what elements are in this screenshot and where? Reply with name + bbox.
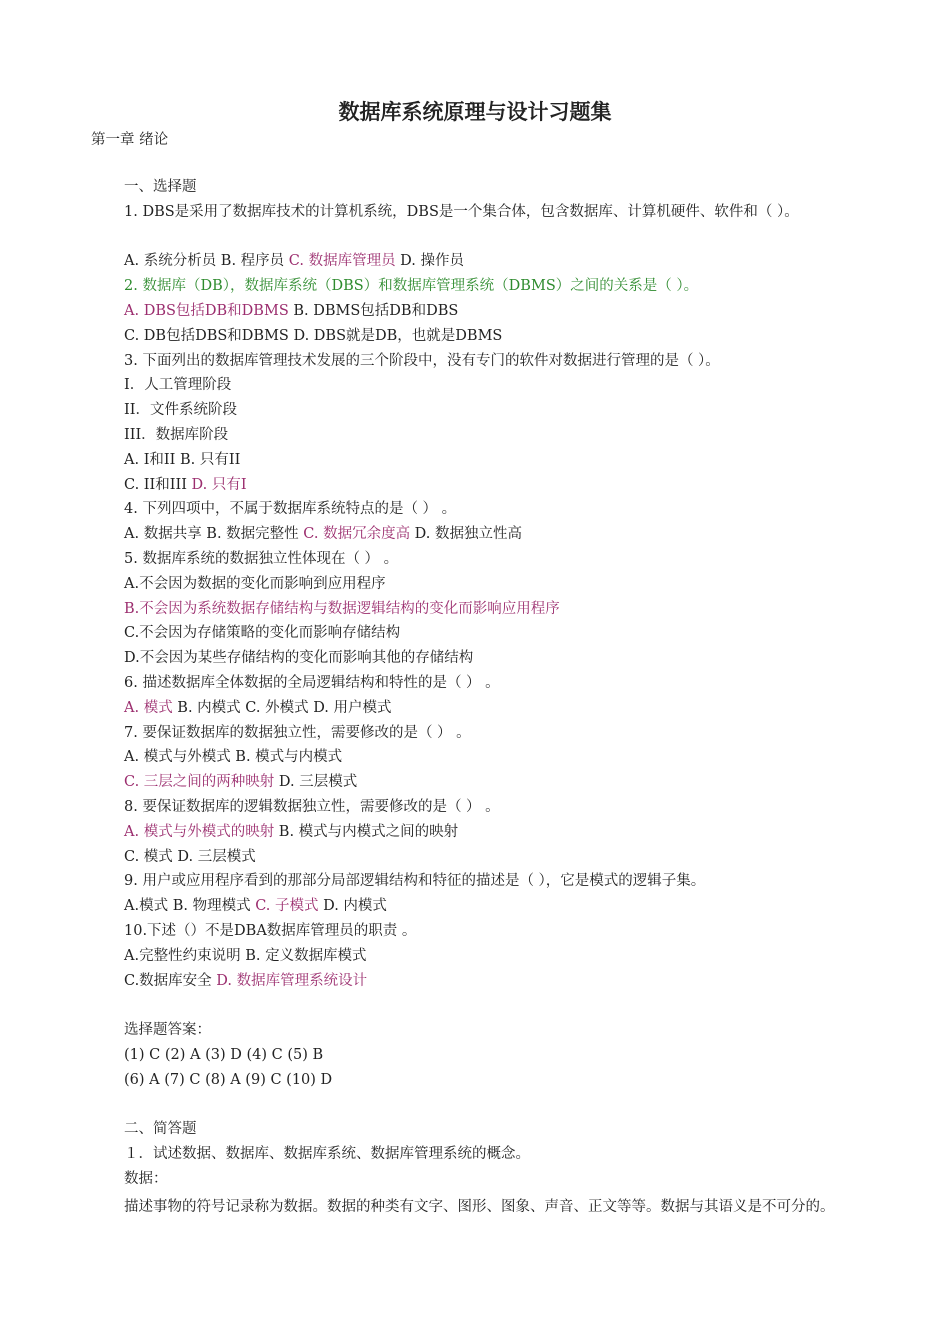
question-3-options-2 (0, 473, 950, 498)
question-2-options-2: C. DB包括DBS和DBMS D. DBS就是DB，也就是DBMS (124, 327, 503, 344)
question-8: 8. 要保证数据库的逻辑数据独立性，需要修改的是（ ） 。 (124, 798, 500, 815)
question-7-options-2 (0, 770, 950, 795)
answers-row-1: (1) C (2) A (3) D (4) C (5) B (124, 1046, 324, 1063)
question-6-options (0, 696, 950, 721)
question-3: 3. 下面列出的数据库管理技术发展的三个阶段中，没有专门的软件对数据进行管理的是（ ）。 (124, 352, 720, 369)
option-text: C. II和III (124, 476, 192, 493)
option-text: A.模式 B. 物理模式 (124, 898, 256, 915)
option-text: D. 数据独立性高 (410, 526, 523, 543)
question-10: 10.下述（）不是DBA数据库管理员的职责 。 (124, 922, 417, 939)
answers-label: 选择题答案： (124, 1022, 211, 1039)
question-3-item-i: I．人工管理阶段 (124, 377, 232, 394)
question-7-options-1: A. 模式与外模式 B. 模式与内模式 (124, 749, 343, 766)
question-5-option-d: D.不会因为某些存储结构的变化而影响其他的存储结构 (124, 650, 474, 667)
answer-highlight: D. 只有I (191, 476, 247, 493)
option-text: C.数据库安全 (124, 972, 217, 989)
question-9-options (0, 894, 950, 919)
answer-highlight: C. 数据库管理员 (288, 253, 396, 270)
answer-highlight: D. 数据库管理系统设计 (216, 972, 368, 989)
question-1-options (0, 249, 950, 274)
answer-highlight: C. 子模式 (255, 898, 319, 915)
option-text: B. 模式与内模式之间的映射 (274, 823, 459, 840)
question-7: 7. 要保证数据库的数据独立性，需要修改的是（ ） 。 (124, 724, 471, 741)
question-4: 4. 下列四项中，不属于数据库系统特点的是（ ） 。 (124, 501, 457, 518)
data-label: 数据： (124, 1170, 168, 1187)
question-8-options-2: C. 模式 D. 三层模式 (124, 848, 256, 865)
option-text: D. 内模式 (318, 898, 387, 915)
short-question-1: １．试述数据、数据库、数据库系统、数据库管理系统的概念。 (124, 1146, 530, 1163)
question-6: 6. 描述数据库全体数据的全局逻辑结构和特性的是（ ） 。 (124, 674, 500, 691)
question-3-options-1: A. I和II B. 只有II (124, 451, 241, 468)
question-10-options-2 (0, 969, 950, 994)
question-4-options (0, 522, 950, 547)
question-1: 1. DBS是采用了数据库技术的计算机系统，DBS是一个集合体，包含数据库、计算机硬件、软件和（ ）。 (124, 203, 799, 220)
answer-highlight: C. 三层之间的两种映射 (124, 774, 275, 791)
option-text: B. 内模式 C. 外模式 D. 用户模式 (172, 699, 392, 716)
blank-line (0, 1092, 950, 1117)
document-title: 数据库系统原理与设计习题集 (338, 99, 612, 124)
question-8-options-1 (0, 820, 950, 845)
option-text: A. 数据共享 B. 数据完整性 (124, 526, 304, 543)
answer-highlight: A. 模式 (124, 699, 173, 716)
data-definition-paragraph: 描述事物的符号记录称为数据。数据的种类有文字、图形、图象、声音、正文等等。数据与其语义是不可分的。 (124, 1199, 835, 1215)
option-text: D. 三层模式 (274, 774, 358, 791)
answer-highlight: C. 数据冗余度高 (303, 526, 411, 543)
chapter-heading: 第一章 绪论 (91, 132, 169, 148)
question-10-options-1: A.完整性约束说明 B. 定义数据库模式 (124, 947, 367, 964)
answers-row-2: (6) A (7) C (8) A (9) C (10) D (124, 1071, 333, 1088)
section-heading-choice: 一、选择题 (124, 179, 197, 195)
section-heading-short-answer: 二、简答题 (124, 1121, 197, 1138)
question-5-option-b: B.不会因为系统数据存储结构与数据逻辑结构的变化而影响应用程序 (124, 600, 560, 617)
option-text: B. DBMS包括DB和DBS (288, 302, 459, 319)
question-3-item-iii: III．数据库阶段 (124, 426, 229, 443)
blank-line (0, 993, 950, 1018)
blank-line (0, 225, 950, 250)
question-9: 9. 用户或应用程序看到的那部分局部逻辑结构和特征的描述是（ ），它是模式的逻辑子集。 (124, 873, 706, 890)
question-list (0, 175, 950, 1192)
question-3-item-ii: II．文件系统阶段 (124, 402, 237, 419)
option-text: D. 操作员 (395, 253, 465, 270)
question-5-option-a: A.不会因为数据的变化而影响到应用程序 (124, 575, 386, 592)
answer-highlight: A. DBS包括DB和DBMS (124, 302, 289, 319)
question-5-option-c: C.不会因为存储策略的变化而影响存储结构 (124, 625, 401, 642)
answer-highlight: A. 模式与外模式的映射 (124, 823, 275, 840)
question-2: 2. 数据库（DB），数据库系统（DBS）和数据库管理系统（DBMS）之间的关系是（ ）。 (124, 278, 699, 295)
question-2-options-1 (0, 299, 950, 324)
question-5: 5. 数据库系统的数据独立性体现在（ ） 。 (124, 550, 399, 567)
option-text: A. 系统分析员 B. 程序员 (124, 253, 289, 270)
